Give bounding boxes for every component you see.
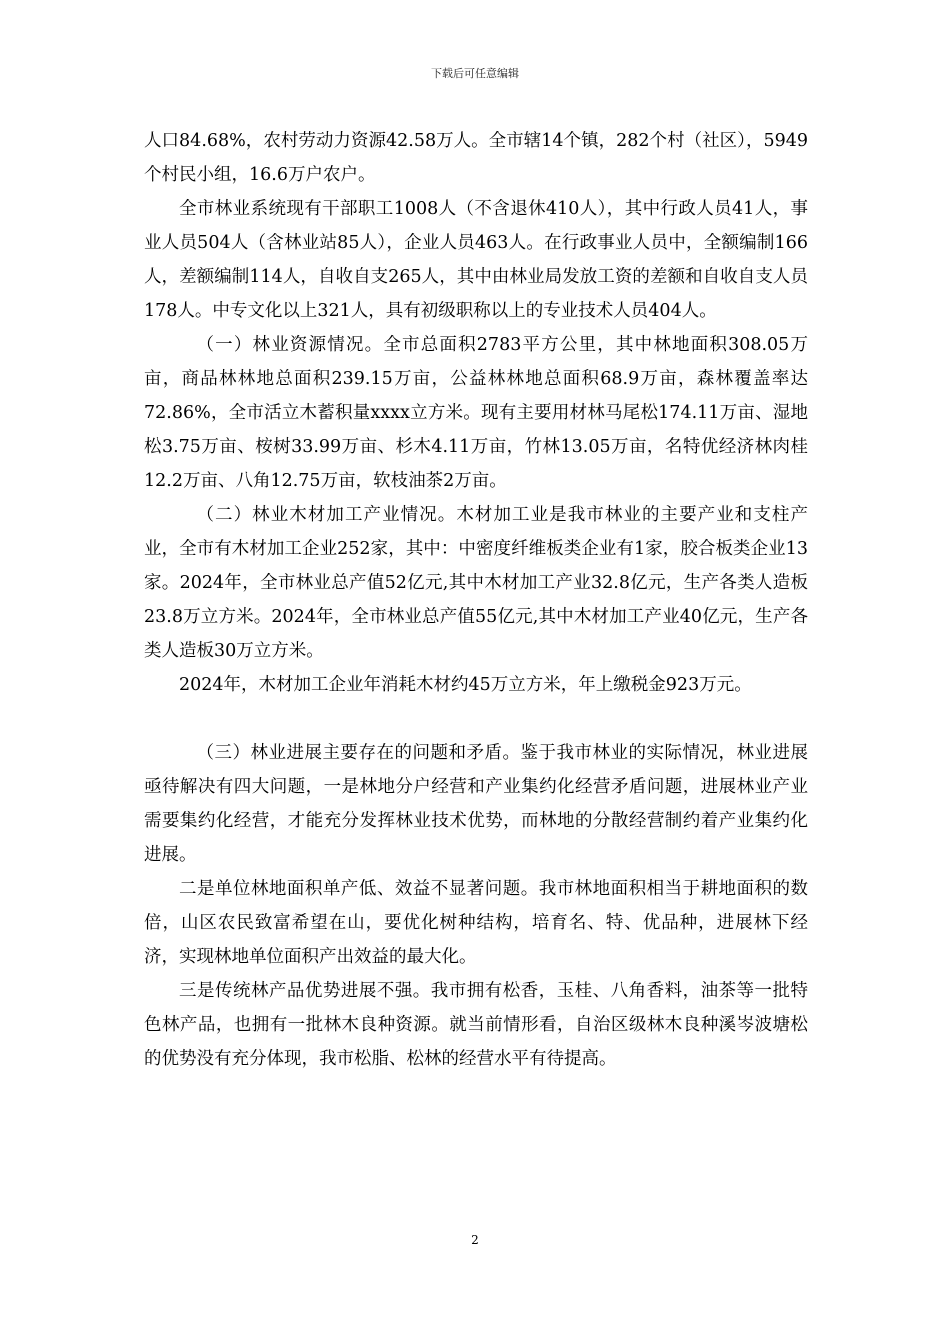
page-number: 2	[471, 1233, 479, 1247]
paragraph-staff: 全市林业系统现有干部职工1008人（不含退休410人），其中行政人员41人，事业人员504人（含林业站85人），企业人员463人。在行政事业人员中，全额编制166人，差额编制114人，自收自支265人，其中由林业局发放工资的差额和自收自支人员178人。中专文化以上321人，具有初级职称以上的专业技术人员404人。	[144, 199, 808, 321]
page-header: 下载后可任意编辑	[431, 67, 519, 80]
document-body	[144, 124, 808, 1076]
paragraph-consumption-tax: 2024年，木材加工企业年消耗木材约45万立方米，年上缴税金923万元。	[179, 675, 752, 695]
paragraph-forest-resources: （一）林业资源情况。全市总面积2783平方公里，其中林地面积308.05万亩，商品林林地总面积239.15万亩，公益林林地总面积68.9万亩，森林覆盖率达72.86%，全市活立木蓄积量xxxx立方米。现有主要用材林马尾松174.11万亩、湿地松3.75万亩、桉树33.99万亩、杉木4.11万亩，竹林13.05万亩，名特优经济林肉桂12.2万亩、八角12.75万亩，软枝油茶2万亩。	[144, 335, 808, 491]
paragraph-yield-issue: 二是单位林地面积单产低、效益不显著问题。我市林地面积相当于耕地面积的数倍，山区农民致富希望在山，要优化树种结构，培育名、特、优品种，进展林下经济，实现林地单位面积产出效益的最大化。	[144, 879, 808, 967]
paragraph-wood-processing: （二）林业木材加工产业情况。木材加工业是我市林业的主要产业和支柱产业，全市有木材加工企业252家，其中：中密度纤维板类企业有1家，胶合板类企业13家。2024年，全市林业总产值52亿元,其中木材加工产业32.8亿元，生产各类人造板23.8万立方米。2024年，全市林业总产值55亿元,其中木材加工产业40亿元，生产各类人造板30万立方米。	[144, 505, 808, 661]
paragraph-traditional-products: 三是传统林产品优势进展不强。我市拥有松香，玉桂、八角香料，油茶等一批特色林产品，也拥有一批林木良种资源。就当前情形看，自治区级林木良种溪岑波塘松的优势没有充分体现，我市松脂、松林的经营水平有待提高。	[144, 981, 808, 1069]
paragraph-problems: （三）林业进展主要存在的问题和矛盾。鉴于我市林业的实际情况，林业进展亟待解决有四大问题，一是林地分户经营和产业集约化经营矛盾问题，进展林业产业需要集约化经营，才能充分发挥林业技术优势，而林地的分散经营制约着产业集约化进展。	[144, 743, 808, 865]
paragraph-population: 人口84.68%，农村劳动力资源42.58万人。全市辖14个镇，282个村（社区），5949个村民小组，16.6万户农户。	[144, 131, 808, 185]
